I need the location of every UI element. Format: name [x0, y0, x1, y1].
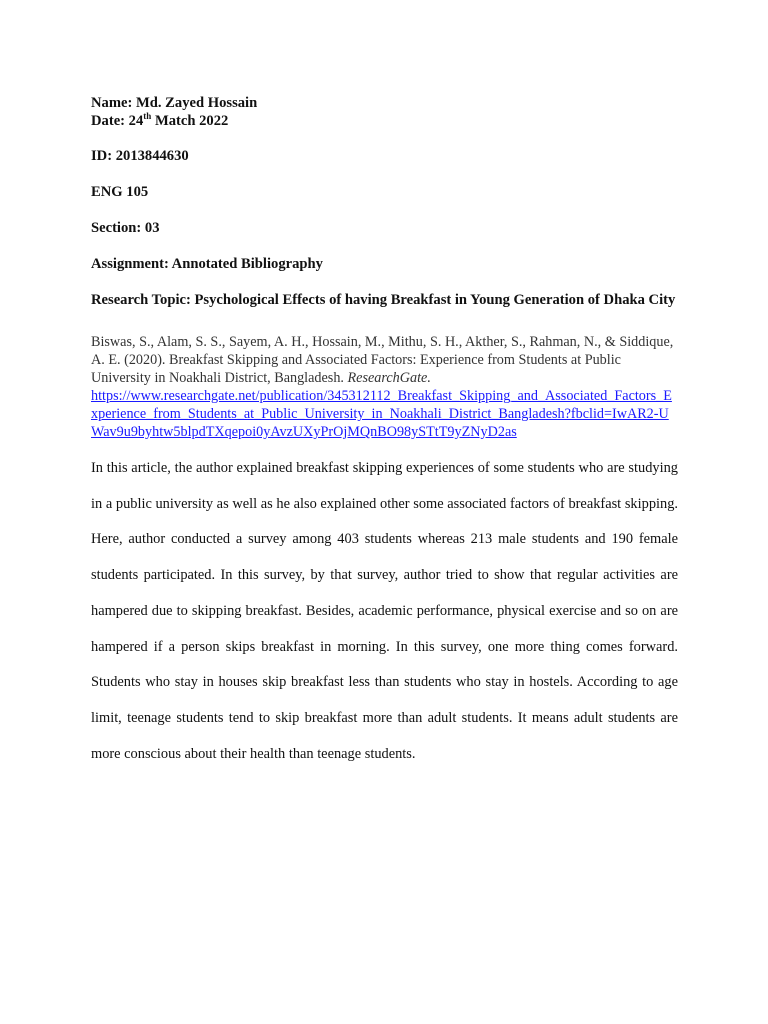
section-number: Section: 03 [91, 220, 160, 236]
citation-link[interactable]: https://www.researchgate.net/publication/345312112_Breakfast_Skipping_and_Associated_Factors_Experience_from_Students_at_Public_University_in_Noakhali_District_Bangladesh?fbclid=IwAR2-UWav9u9byhtw5blpdTXqepoi0yAvzUXyPrOjMQnBO98ySTtT9yZNyD2as [91, 388, 672, 440]
citation-text: Biswas, S., Alam, S. S., Sayem, A. H., Hossain, M., Mithu, S. H., Akther, S., Rahman, N., & Siddique, A. E. (2020). Breakfast Skipping and Associated Factors: Experience from Students at Public University in Noakhali District, Bangladesh. [91, 334, 674, 386]
assignment-title: Assignment: Annotated Bibliography [91, 256, 323, 272]
annotation-paragraph: In this article, the author explained breakfast skipping experiences of some students who are studying in a public university as well as he also explained other some associated factors of breakfast skipping. Here, author conducted a survey among 403 students whereas 213 male students and 190 female students participated. In this survey, by that survey, author tried to show that regular activities are hampered due to skipping breakfast. Besides, academic performance, physical exercise and so on are hampered if a person skips breakfast in morning. In this survey, one more thing comes forward. Students who stay in houses skip breakfast less than students who stay in hostels. According to age limit, teenage students tend to skip breakfast more than adult students. It means adult students are more conscious about their health than teenage students. [91, 460, 678, 762]
research-topic: Research Topic: Psychological Effects of having Breakfast in Young Generation of Dhaka City [91, 292, 676, 308]
citation-source: ResearchGate. [347, 370, 431, 386]
course-code: ENG 105 [91, 184, 149, 200]
student-name: Name: Md. Zayed Hossain [91, 95, 258, 111]
student-id: ID: 2013844630 [91, 148, 189, 164]
date-suffix: Match 2022 [151, 113, 229, 129]
bibliography-citation [91, 333, 678, 441]
date-superscript: th [143, 111, 152, 122]
document-page [91, 94, 678, 772]
date-prefix: Date: 24 [91, 113, 144, 129]
submission-date [91, 112, 678, 130]
